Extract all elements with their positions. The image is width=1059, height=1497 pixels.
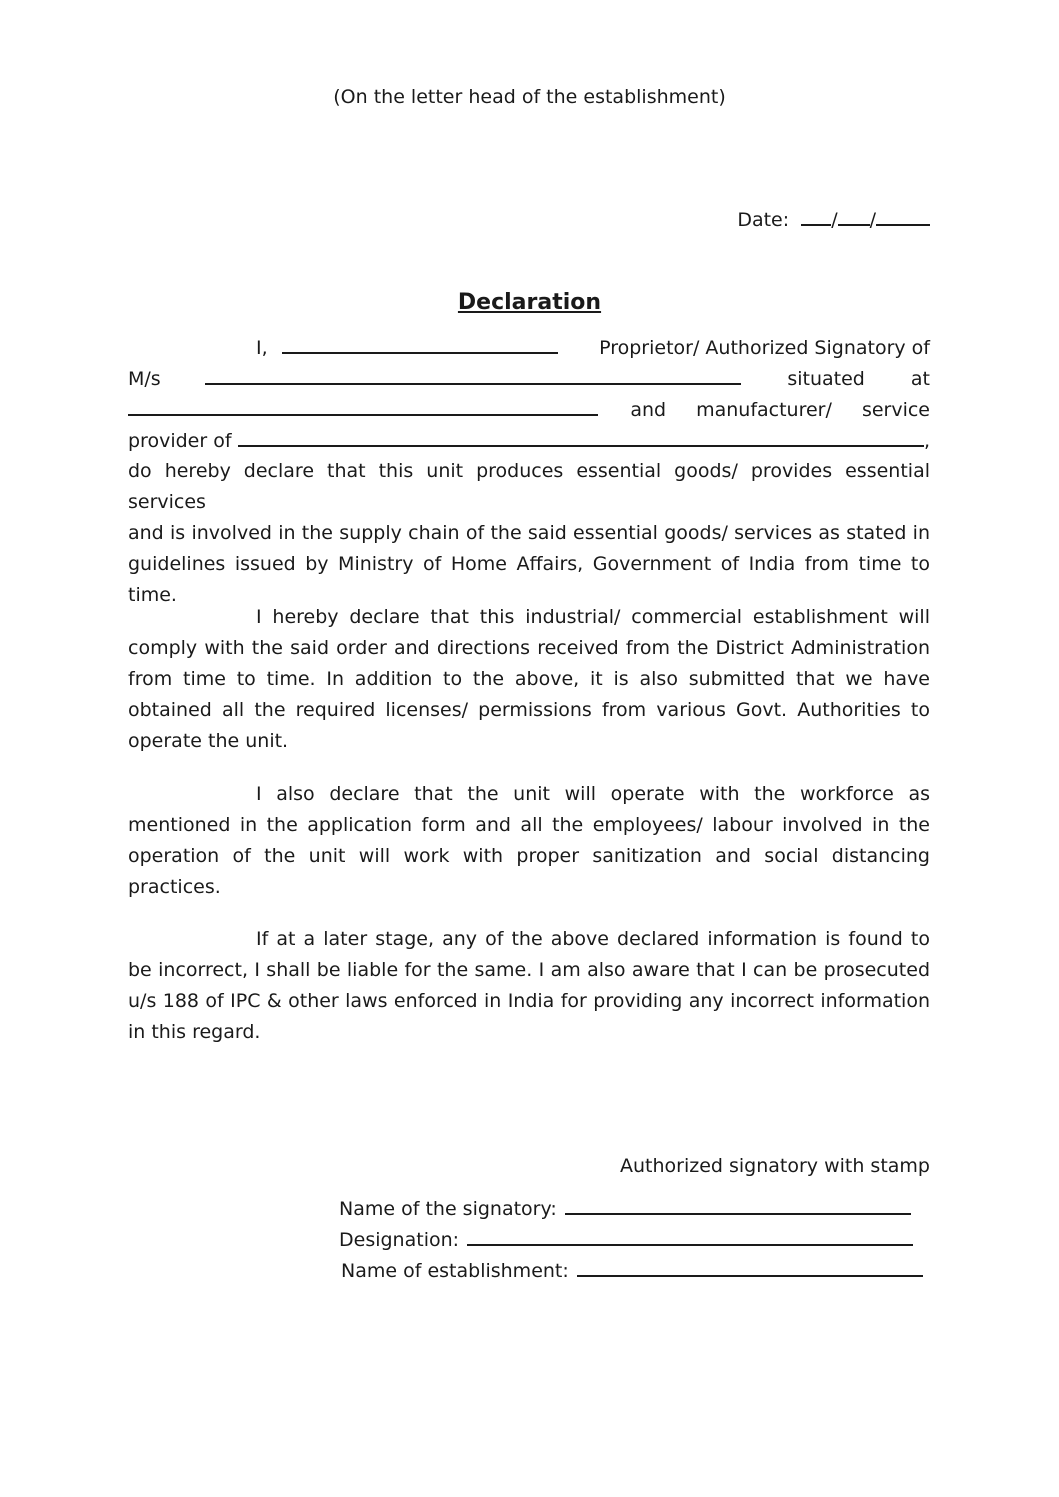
letterhead-note: (On the letter head of the establishment) <box>333 86 726 108</box>
text-line: operate the unit. <box>128 730 289 752</box>
designation-blank[interactable] <box>467 1228 913 1246</box>
text-line: operation of the unit will work with proper sanitization and social distancing <box>128 845 930 867</box>
date-month-blank[interactable] <box>838 208 870 226</box>
situated-label: situated at <box>787 368 930 390</box>
intro-line-4 <box>128 429 930 452</box>
goods-services-blank[interactable] <box>238 429 924 447</box>
date-day-blank[interactable] <box>801 208 831 226</box>
text-line: practices. <box>128 876 221 898</box>
signatory-name-field[interactable] <box>339 1197 911 1220</box>
firm-name-blank[interactable] <box>205 367 741 385</box>
signatory-name-blank[interactable] <box>565 1197 911 1215</box>
text-line: be incorrect, I shall be liable for the same. I am also aware that I can be prosecuted <box>128 959 930 981</box>
intro-line-3 <box>128 398 930 421</box>
establishment-field[interactable] <box>341 1259 923 1282</box>
text-line: from time to time. In addition to the above, it is also submitted that we have <box>128 668 930 690</box>
text-line: and is involved in the supply chain of the said essential goods/ services as stated in <box>128 522 930 544</box>
paragraph-compliance <box>128 602 930 757</box>
date-year-blank[interactable] <box>876 208 930 226</box>
i-label: I, <box>256 337 268 359</box>
text-line: obtained all the required licenses/ permissions from various Govt. Authorities to <box>128 699 930 721</box>
text-line: do hereby declare that this unit produces essential goods/ provides essential services <box>128 460 930 513</box>
document-title: Declaration <box>457 290 602 315</box>
and-manufacturer-label: and manufacturer/ service <box>630 399 930 421</box>
intro-line-2 <box>128 367 930 390</box>
text-line: in this regard. <box>128 1021 261 1043</box>
intro-line-1 <box>128 336 930 359</box>
paragraph-liability <box>128 924 930 1048</box>
provider-label: provider of <box>128 430 232 452</box>
declarant-name-blank[interactable] <box>282 336 558 354</box>
text-line: I also declare that the unit will operate with the workforce as <box>256 783 930 805</box>
establishment-label: Name of establishment: <box>341 1260 569 1282</box>
date-label: Date: <box>737 209 790 231</box>
comma: , <box>923 430 930 452</box>
text-line: u/s 188 of IPC & other laws enforced in India for providing any incorrect information <box>128 990 930 1012</box>
text-line: guidelines issued by Ministry of Home Affairs, Government of India from time to <box>128 553 930 575</box>
establishment-blank[interactable] <box>577 1259 923 1277</box>
designation-field[interactable] <box>339 1228 913 1251</box>
paragraph-workforce <box>128 779 930 903</box>
text-line: comply with the said order and directions received from the District Administration <box>128 637 930 659</box>
address-blank[interactable] <box>128 398 598 416</box>
proprietor-text: Proprietor/ Authorized Signatory of <box>599 337 930 359</box>
text-line: time. <box>128 584 177 606</box>
signatory-name-label: Name of the signatory: <box>339 1198 557 1220</box>
intro-body <box>128 456 930 611</box>
date-field[interactable]: Date: / / <box>737 208 930 231</box>
ms-label: M/s <box>128 368 161 390</box>
text-line: I hereby declare that this industrial/ commercial establishment will <box>256 606 930 628</box>
designation-label: Designation: <box>339 1229 460 1251</box>
text-line: mentioned in the application form and all the employees/ labour involved in the <box>128 814 930 836</box>
signature-heading: Authorized signatory with stamp <box>619 1155 930 1177</box>
text-line: If at a later stage, any of the above declared information is found to <box>256 928 930 950</box>
